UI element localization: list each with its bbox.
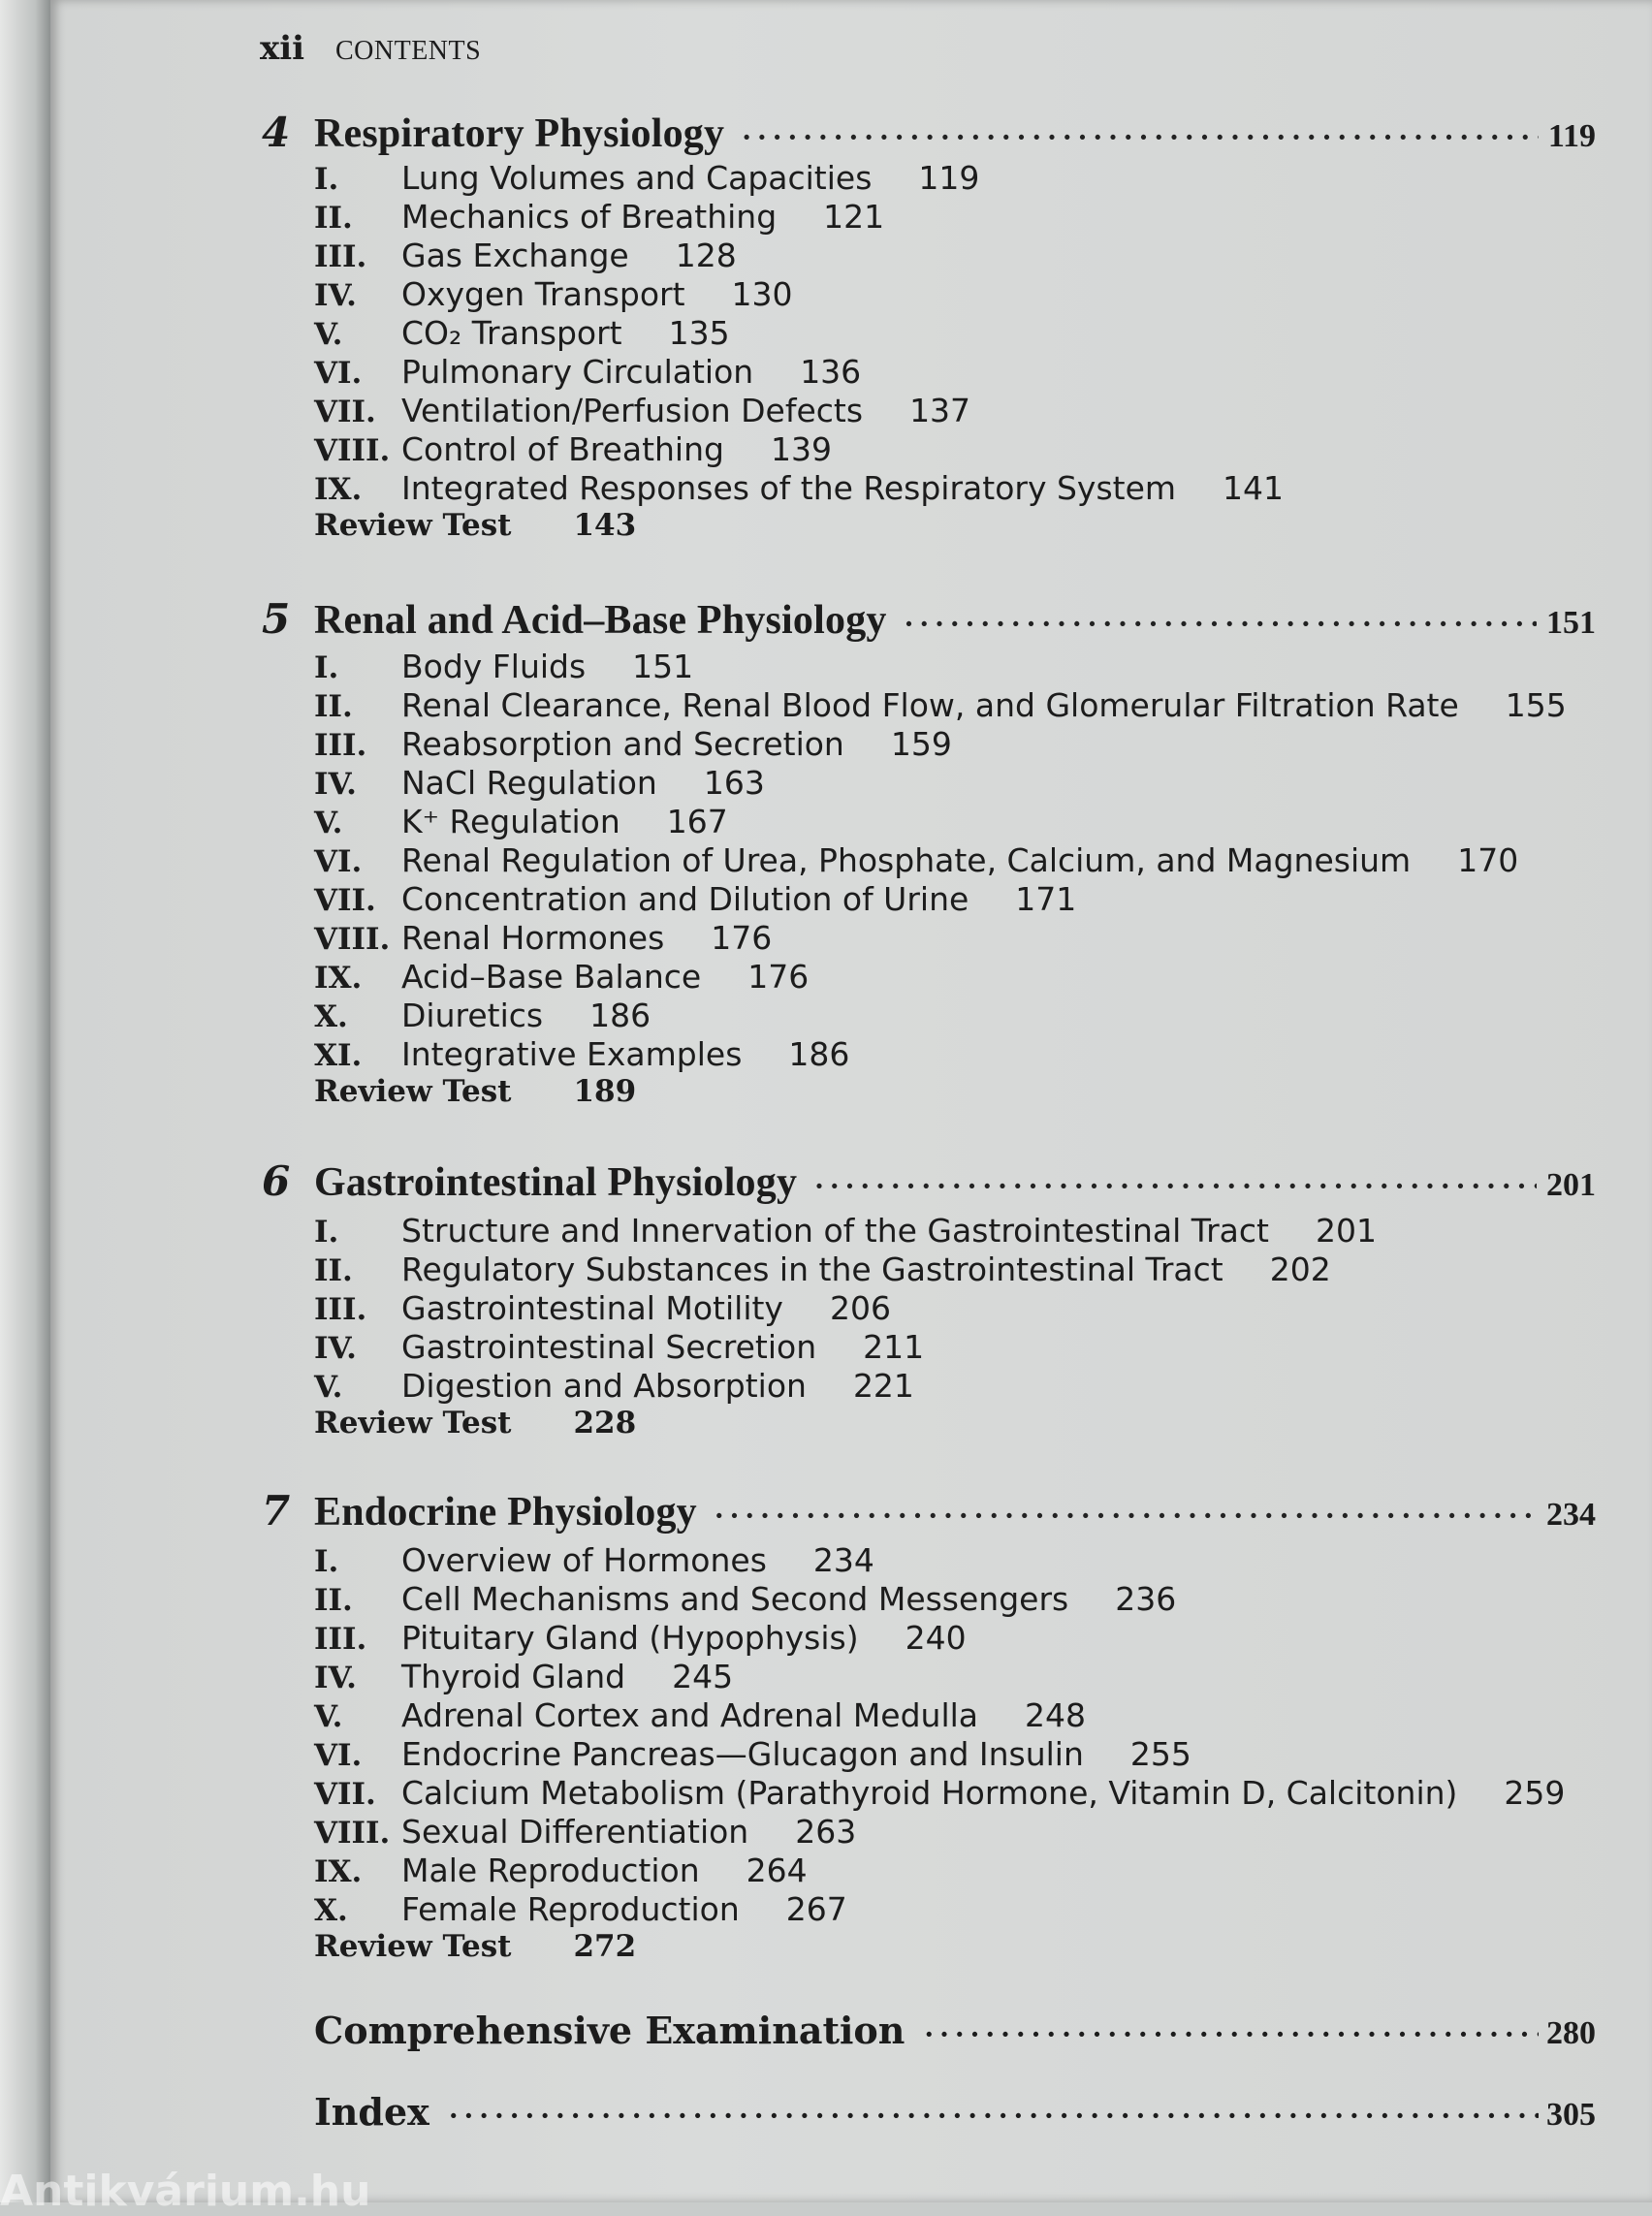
- roman-numeral: IX.: [314, 1854, 401, 1889]
- roman-numeral: II.: [314, 1583, 401, 1618]
- entry-label: Concentration and Dilution of Urine: [401, 880, 969, 918]
- entry-page: 186: [589, 997, 651, 1034]
- review-test-entry[interactable]: [314, 1929, 1565, 1972]
- toc-entry[interactable]: [314, 1696, 1565, 1735]
- entry-page: 136: [800, 353, 861, 391]
- entry-label: Pulmonary Circulation: [401, 353, 753, 391]
- roman-numeral: III.: [314, 239, 401, 274]
- back-matter-page: 305: [1546, 2097, 1596, 2134]
- entry-page: 186: [788, 1035, 849, 1073]
- roman-numeral: I.: [314, 650, 401, 685]
- index-entry[interactable]: [314, 2090, 1596, 2134]
- review-page: 272: [573, 1929, 636, 1964]
- review-label: Review Test: [314, 508, 511, 543]
- toc-entry[interactable]: [314, 725, 1567, 764]
- review-page: 189: [573, 1074, 636, 1109]
- chapter-heading-7[interactable]: [262, 1487, 1596, 1535]
- entry-label: Thyroid Gland: [401, 1658, 625, 1695]
- toc-entry[interactable]: [314, 1813, 1565, 1852]
- entry-label: Renal Hormones: [401, 919, 664, 957]
- toc-entry[interactable]: [314, 1212, 1377, 1250]
- entry-label: Diuretics: [401, 997, 543, 1034]
- entry-page: 267: [786, 1890, 847, 1928]
- entry-page: 259: [1504, 1774, 1565, 1812]
- entry-label: Reabsorption and Secretion: [401, 725, 844, 763]
- roman-numeral: I.: [314, 162, 401, 197]
- review-page: 228: [573, 1406, 636, 1440]
- dot-leader: [715, 1500, 1537, 1532]
- entry-label: CO₂ Transport: [401, 314, 622, 352]
- entry-label: Regulatory Substances in the Gastrointestinal Tract: [401, 1250, 1223, 1288]
- entry-page: 201: [1316, 1212, 1377, 1250]
- back-matter-title: Comprehensive Examination: [314, 2009, 905, 2052]
- entry-page: 176: [747, 958, 809, 996]
- roman-numeral: I.: [314, 1215, 401, 1250]
- review-page: 143: [573, 508, 636, 543]
- roman-numeral: IX.: [314, 472, 401, 507]
- entry-label: Oxygen Transport: [401, 275, 685, 313]
- entry-label: NaCl Regulation: [401, 764, 657, 802]
- roman-numeral: VII.: [314, 395, 401, 429]
- entry-label: Pituitary Gland (Hypophysis): [401, 1619, 859, 1657]
- roman-numeral: V.: [314, 806, 401, 840]
- entry-page: 211: [863, 1328, 924, 1366]
- entry-page: 206: [830, 1289, 891, 1327]
- chapter-number: 7: [262, 1487, 314, 1535]
- chapter-heading-4[interactable]: [262, 109, 1596, 157]
- entry-label: K⁺ Regulation: [401, 803, 620, 840]
- book-spine-shadow: [0, 0, 50, 2202]
- toc-entry[interactable]: [314, 1580, 1565, 1619]
- dot-leader: [924, 2018, 1539, 2050]
- chapter-heading-5[interactable]: [262, 595, 1596, 644]
- entry-page: 248: [1025, 1696, 1086, 1734]
- toc-entry[interactable]: [314, 237, 1284, 275]
- page-folio: xii: [260, 29, 304, 68]
- entry-page: 221: [853, 1367, 914, 1405]
- roman-numeral: III.: [314, 1622, 401, 1657]
- roman-numeral: IV.: [314, 1331, 401, 1366]
- roman-numeral: VIII.: [314, 922, 401, 957]
- entry-page: 263: [795, 1813, 856, 1851]
- toc-entry[interactable]: [314, 314, 1284, 353]
- toc-entry[interactable]: [314, 958, 1567, 997]
- entry-page: 236: [1115, 1580, 1176, 1618]
- entry-page: 171: [1015, 880, 1076, 918]
- roman-numeral: IX.: [314, 961, 401, 996]
- chapter-title: Renal and Acid–Base Physiology: [314, 597, 887, 644]
- chapter-number: 5: [262, 595, 314, 643]
- dot-leader: [814, 1170, 1537, 1202]
- roman-numeral: V.: [314, 1699, 401, 1734]
- entry-page: 176: [711, 919, 772, 957]
- chapter-title: Gastrointestinal Physiology: [314, 1159, 797, 1206]
- toc-entry[interactable]: [314, 1289, 1377, 1328]
- review-test-entry[interactable]: [314, 1074, 1567, 1117]
- entry-page: 130: [732, 275, 793, 313]
- roman-numeral: VI.: [314, 1738, 401, 1773]
- entry-page: 234: [813, 1541, 874, 1579]
- entry-label: Renal Regulation of Urea, Phosphate, Calcium, and Magnesium: [401, 841, 1411, 879]
- roman-numeral: X.: [314, 999, 401, 1034]
- entry-label: Lung Volumes and Capacities: [401, 159, 872, 197]
- review-label: Review Test: [314, 1929, 511, 1964]
- toc-entry[interactable]: [314, 997, 1567, 1035]
- entry-label: Integrative Examples: [401, 1035, 742, 1073]
- entry-page: 128: [676, 237, 737, 274]
- dot-leader: [905, 608, 1537, 640]
- comprehensive-examination-entry[interactable]: [314, 2009, 1596, 2052]
- entry-page: 137: [909, 392, 970, 429]
- toc-entry[interactable]: [314, 1250, 1377, 1289]
- toc-entry[interactable]: [314, 764, 1567, 803]
- toc-entry[interactable]: [314, 1367, 1377, 1406]
- entry-page: 119: [918, 159, 979, 197]
- roman-numeral: II.: [314, 1253, 401, 1288]
- entry-page: 139: [771, 430, 832, 468]
- toc-entry[interactable]: [314, 1658, 1565, 1696]
- entry-label: Gas Exchange: [401, 237, 629, 274]
- chapter-page: 151: [1546, 605, 1596, 642]
- review-label: Review Test: [314, 1406, 511, 1440]
- roman-numeral: XI.: [314, 1038, 401, 1073]
- entry-label: Endocrine Pancreas—Glucagon and Insulin: [401, 1735, 1084, 1773]
- dot-leader: [742, 121, 1539, 153]
- toc-entry[interactable]: [314, 648, 1567, 686]
- entry-page: 167: [667, 803, 728, 840]
- roman-numeral: II.: [314, 689, 401, 724]
- roman-numeral: III.: [314, 1292, 401, 1327]
- entry-page: 135: [669, 314, 730, 352]
- roman-numeral: VII.: [314, 1777, 401, 1812]
- chapter-page: 119: [1548, 118, 1596, 155]
- toc-entry[interactable]: [314, 1035, 1567, 1074]
- toc-entry[interactable]: [314, 841, 1567, 880]
- roman-numeral: VIII.: [314, 1816, 401, 1851]
- back-matter-title: Index: [314, 2090, 429, 2134]
- page-header: [260, 29, 481, 68]
- toc-entry[interactable]: [314, 469, 1284, 508]
- entry-page: 202: [1270, 1250, 1331, 1288]
- toc-entry[interactable]: [314, 880, 1567, 919]
- chapter-number: 4: [262, 109, 314, 156]
- entry-page: 155: [1506, 686, 1567, 724]
- roman-numeral: VI.: [314, 844, 401, 879]
- entry-label: Gastrointestinal Secretion: [401, 1328, 816, 1366]
- toc-entry[interactable]: [314, 275, 1284, 314]
- roman-numeral: I.: [314, 1544, 401, 1579]
- review-test-entry[interactable]: [314, 508, 1284, 551]
- chapter-heading-6[interactable]: [262, 1157, 1596, 1206]
- toc-entry[interactable]: [314, 392, 1284, 430]
- back-matter-page: 280: [1546, 2015, 1596, 2052]
- entry-page: 264: [747, 1852, 808, 1889]
- chapter-page: 201: [1546, 1167, 1596, 1204]
- entry-page: 163: [704, 764, 765, 802]
- entry-label: Sexual Differentiation: [401, 1813, 748, 1851]
- entry-label: Renal Clearance, Renal Blood Flow, and Glomerular Filtration Rate: [401, 686, 1459, 724]
- chapter-entries-6: [314, 1212, 1377, 1448]
- chapter-entries-5: [314, 648, 1567, 1117]
- toc-entry[interactable]: [314, 1735, 1565, 1774]
- toc-entry[interactable]: [314, 1619, 1565, 1658]
- chapter-title: Endocrine Physiology: [314, 1489, 697, 1535]
- roman-numeral: III.: [314, 728, 401, 763]
- roman-numeral: VII.: [314, 883, 401, 918]
- entry-label: Ventilation/Perfusion Defects: [401, 392, 863, 429]
- entry-label: Mechanics of Breathing: [401, 198, 777, 236]
- toc-entry[interactable]: [314, 803, 1567, 841]
- entry-label: Acid–Base Balance: [401, 958, 701, 996]
- review-label: Review Test: [314, 1074, 511, 1109]
- toc-entry[interactable]: [314, 686, 1567, 725]
- entry-label: Female Reproduction: [401, 1890, 740, 1928]
- toc-entry[interactable]: [314, 1852, 1565, 1890]
- entry-page: 151: [632, 648, 693, 685]
- roman-numeral: VI.: [314, 356, 401, 391]
- entry-label: Adrenal Cortex and Adrenal Medulla: [401, 1696, 978, 1734]
- entry-label: Integrated Responses of the Respiratory System: [401, 469, 1176, 507]
- roman-numeral: V.: [314, 317, 401, 352]
- entry-label: Digestion and Absorption: [401, 1367, 807, 1405]
- toc-entry[interactable]: [314, 919, 1567, 958]
- entry-label: Cell Mechanisms and Second Messengers: [401, 1580, 1068, 1618]
- toc-entry[interactable]: [314, 1541, 1565, 1580]
- entry-label: Structure and Innervation of the Gastrointestinal Tract: [401, 1212, 1269, 1250]
- entry-page: 159: [891, 725, 952, 763]
- entry-label: Calcium Metabolism (Parathyroid Hormone, Vitamin D, Calcitonin): [401, 1774, 1457, 1812]
- chapter-entries-7: [314, 1541, 1565, 1972]
- roman-numeral: X.: [314, 1893, 401, 1928]
- entry-page: 170: [1457, 841, 1518, 879]
- roman-numeral: IV.: [314, 278, 401, 313]
- entry-page: 245: [672, 1658, 733, 1695]
- entry-page: 240: [905, 1619, 967, 1657]
- entry-label: Control of Breathing: [401, 430, 724, 468]
- roman-numeral: II.: [314, 201, 401, 236]
- entry-label: Male Reproduction: [401, 1852, 700, 1889]
- entry-label: Body Fluids: [401, 648, 586, 685]
- toc-entry[interactable]: [314, 159, 1284, 198]
- roman-numeral: V.: [314, 1370, 401, 1405]
- review-test-entry[interactable]: [314, 1406, 1377, 1448]
- roman-numeral: IV.: [314, 767, 401, 802]
- chapter-number: 6: [262, 1157, 314, 1205]
- entry-label: Overview of Hormones: [401, 1541, 767, 1579]
- book-page: [50, 0, 1652, 2202]
- toc-entry[interactable]: [314, 1774, 1565, 1813]
- entry-page: 141: [1223, 469, 1284, 507]
- toc-entry[interactable]: [314, 1328, 1377, 1367]
- entry-page: 121: [823, 198, 884, 236]
- toc-entry[interactable]: [314, 353, 1284, 392]
- entry-page: 255: [1130, 1735, 1191, 1773]
- toc-entry[interactable]: [314, 430, 1284, 469]
- roman-numeral: VIII.: [314, 433, 401, 468]
- toc-entry[interactable]: [314, 1890, 1565, 1929]
- watermark: Antikvárium.hu: [0, 2167, 370, 2216]
- toc-entry[interactable]: [314, 198, 1284, 237]
- running-head: CONTENTS: [335, 36, 481, 66]
- chapter-entries-4: [314, 159, 1284, 551]
- dot-leader: [449, 2100, 1539, 2132]
- entry-label: Gastrointestinal Motility: [401, 1289, 783, 1327]
- chapter-page: 234: [1546, 1497, 1596, 1534]
- roman-numeral: IV.: [314, 1661, 401, 1695]
- chapter-title: Respiratory Physiology: [314, 111, 724, 157]
